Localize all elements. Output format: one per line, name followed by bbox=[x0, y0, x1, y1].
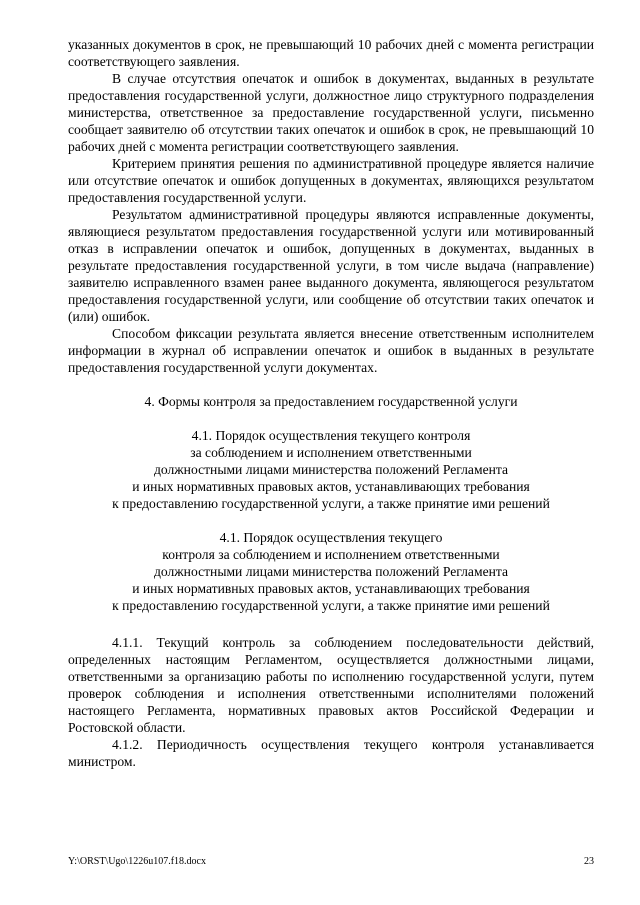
subheading-line: к предоставлению государственной услуги, а также принятие ими решений bbox=[112, 598, 550, 613]
subheading-line: должностными лицами министерства положений Регламента bbox=[153, 564, 509, 579]
paragraph-continuation: указанных документов в срок, не превышающий 10 рабочих дней с момента регистрации соответствующего заявления. bbox=[68, 37, 594, 69]
paragraph-decision-criterion: Критерием принятия решения по административной процедуре является наличие или отсутствие опечаток и ошибок допущенных в документах, являющихся результатом предоставления государственной услуги. bbox=[68, 156, 594, 205]
subheading-block-1 bbox=[68, 427, 594, 512]
paragraph-procedure-result: Результатом административной процедуры являются исправленные документы, являющиеся результатом предоставления государственной услуги или мотивированный отказ в исправлении опечаток и ошибок, допущенных в документах, выданных в результате предоставления государственной услуги, в том числе выдача (направление) заявителю исправленного взамен ранее выданного документа, являющегося результатом предоставления государственной услуги, или сообщение об отсутствии таких опечаток и (или) ошибок. bbox=[68, 207, 594, 324]
subheading-line: 4.1. Порядок осуществления текущего контроля bbox=[191, 428, 471, 443]
subheading-block-2 bbox=[68, 529, 594, 614]
subheading-line: 4.1. Порядок осуществления текущего bbox=[219, 530, 443, 545]
subheading-line: к предоставлению государственной услуги, а также принятие ими решений bbox=[112, 496, 550, 511]
subheading-line: должностными лицами министерства положений Регламента bbox=[153, 462, 509, 477]
section-heading: 4. Формы контроля за предоставлением государственной услуги bbox=[144, 394, 518, 409]
subheading-line: и иных нормативных правовых актов, устанавливающих требования bbox=[132, 479, 530, 494]
footer-page-number: 23 bbox=[584, 856, 594, 867]
page-footer bbox=[68, 856, 594, 868]
subheading-line: за соблюдением и исполнением ответственными bbox=[190, 445, 472, 460]
paragraph-result-recording: Способом фиксации результата является внесение ответственным исполнителем информации в журнал об исправлении опечаток и ошибок в выданных в результате предоставления государственной услуги документах. bbox=[68, 326, 594, 375]
footer-file-path: Y:\ORST\Ugo\1226u107.f18.docx bbox=[68, 856, 206, 867]
clause-4-1-2: 4.1.2. Периодичность осуществления текущего контроля устанавливается министром. bbox=[68, 737, 594, 769]
subheading-line: контроля за соблюдением и исполнением ответственными bbox=[162, 547, 500, 562]
subheading-line: и иных нормативных правовых актов, устанавливающих требования bbox=[132, 581, 530, 596]
clause-4-1-1: 4.1.1. Текущий контроль за соблюдением последовательности действий, определенных настоящим Регламентом, осуществляется должностными лицами, ответственными за организацию работы по исполнению государственной услуги, путем проверок соблюдения и исполнения ответственными исполнителями положений настоящего Регламента, нормативных правовых актов Российской Федерации и Ростовской области. bbox=[68, 635, 594, 735]
paragraph-no-errors: В случае отсутствия опечаток и ошибок в документах, выданных в результате предоставления государственной услуги, должностное лицо структурного подразделения министерства, ответственное за предоставление государственной услуги, письменно сообщает заявителю об отсутствии таких опечаток и ошибок в срок, не превышающий 10 рабочих дней с момента регистрации соответствующего заявления. bbox=[68, 71, 594, 154]
document-page bbox=[68, 36, 594, 770]
